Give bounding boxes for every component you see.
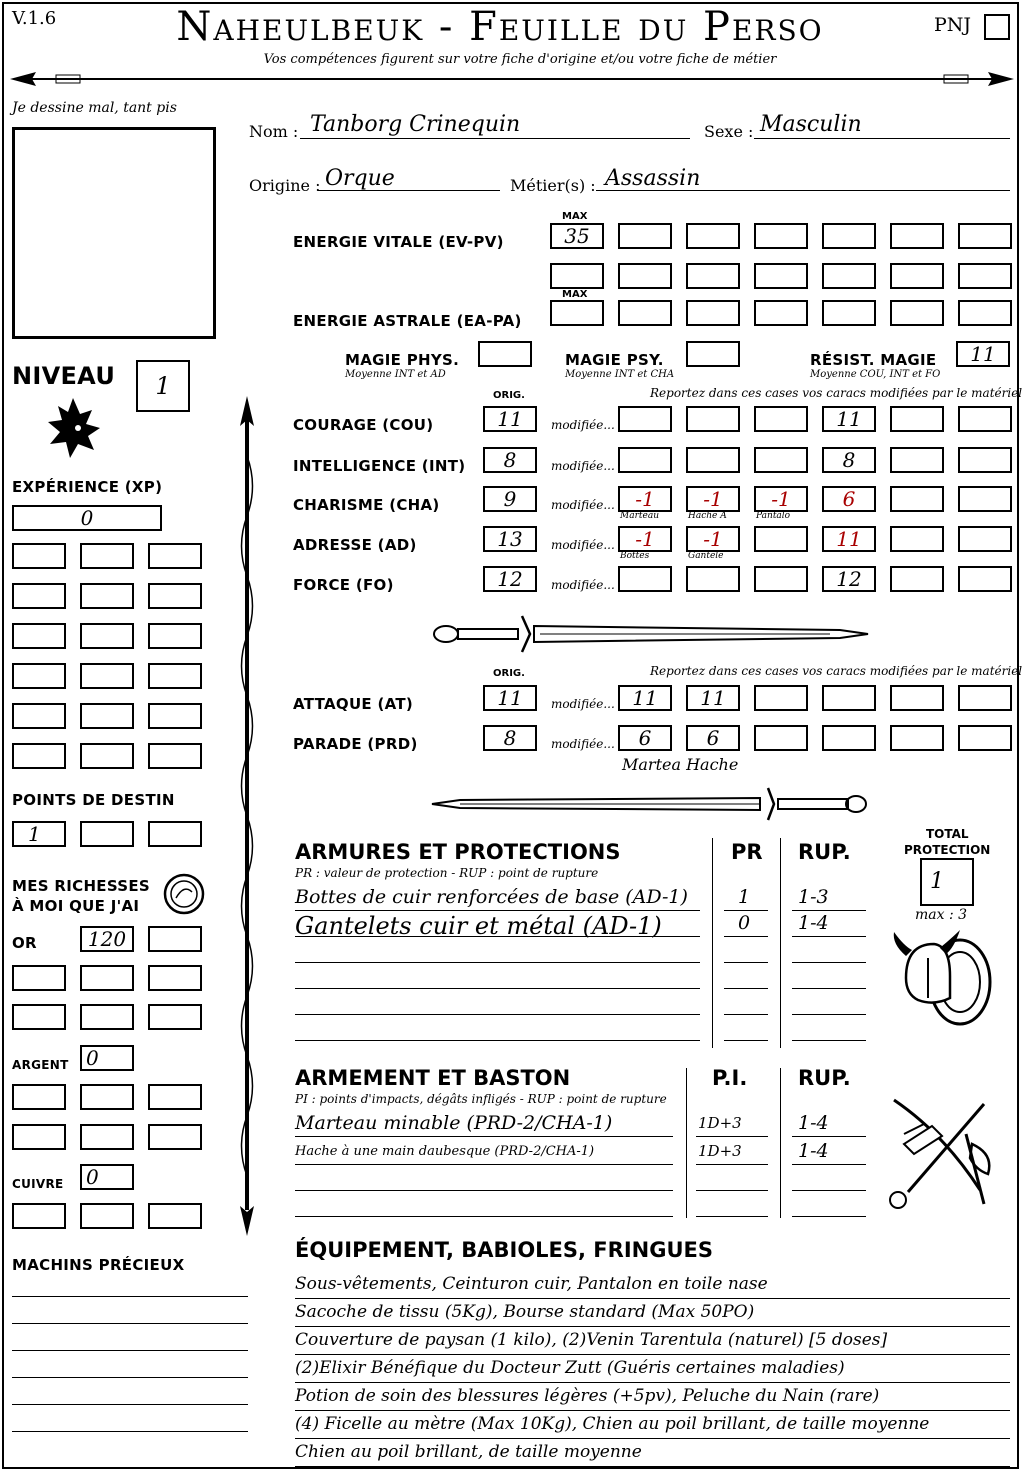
weapons-divider-2 [780, 1068, 781, 1218]
ev-box[interactable] [958, 223, 1012, 249]
machins-label: MACHINS PRÉCIEUX [12, 1256, 185, 1274]
machins-line[interactable] [12, 1377, 248, 1378]
or-label: OR [12, 934, 37, 952]
combat-mod-box[interactable]: 11 [618, 685, 672, 711]
magie-psy-sub: Moyenne INT et CHA [565, 369, 675, 380]
xp-box[interactable] [148, 623, 202, 649]
or-box-6[interactable] [12, 1004, 66, 1030]
carac-mod-box[interactable] [890, 486, 944, 512]
nom-label: Nom : [249, 122, 299, 141]
carac-label: INTELLIGENCE (INT) [293, 457, 466, 475]
combat-orig-box[interactable]: 8 [483, 725, 537, 751]
metier-line [596, 190, 1010, 191]
weapons-title: ARMEMENT ET BASTON [295, 1066, 571, 1090]
sexe-label: Sexe : [704, 122, 754, 141]
armor-divider-1 [712, 838, 713, 1048]
carac-modif-label: modifiée... [551, 538, 615, 552]
cuivre-box[interactable]: 0 [80, 1164, 134, 1190]
carac-mod-box[interactable]: -1 [618, 526, 672, 552]
carac-orig-box[interactable]: 8 [483, 447, 537, 473]
or-box-5[interactable] [148, 965, 202, 991]
armor-rup-line [792, 936, 866, 937]
armor-pr-line [724, 936, 768, 937]
dragon-icon [40, 392, 106, 464]
metier-value[interactable]: Assassin [605, 166, 701, 191]
equipment-line[interactable]: Couverture de paysan (1 kilo), (2)Venin Tarentula (naturel) [5 doses] [295, 1330, 888, 1350]
total-protection-label-2: PROTECTION [904, 843, 991, 857]
total-protection-box[interactable]: 1 [920, 858, 974, 906]
sword-2-icon [430, 784, 870, 824]
combat-report-note: Reportez dans ces cases vos caracs modifiées par le matériel [650, 664, 1023, 678]
page-title: Naheulbeuk - Feuille du Perso [176, 4, 824, 50]
combat-mod-box[interactable] [890, 685, 944, 711]
resist-magie-sub: Moyenne COU, INT et FO [810, 369, 941, 380]
carac-mod-box[interactable] [686, 566, 740, 592]
xp-box[interactable] [148, 743, 202, 769]
origine-label: Origine : [249, 176, 321, 195]
carac-mod-box[interactable] [618, 566, 672, 592]
armor-row-rup[interactable]: 1-4 [798, 912, 829, 934]
page-subtitle: Vos compétences figurent sur votre fiche d'origine et/ou votre fiche de métier [263, 52, 777, 67]
carac-mod-box[interactable]: 11 [822, 526, 876, 552]
ev-box[interactable] [618, 223, 672, 249]
carac-label: FORCE (FO) [293, 576, 394, 594]
or-box[interactable]: 120 [80, 926, 134, 952]
portrait-label: Je dessine mal, tant pis [12, 100, 177, 116]
magie-phys-box[interactable] [478, 341, 532, 367]
machins-line[interactable] [12, 1431, 248, 1432]
ev-box[interactable] [618, 263, 672, 289]
armor-rup-line [792, 988, 866, 989]
origine-value[interactable]: Orque [325, 166, 395, 191]
carac-modif-label: modifiée... [551, 459, 615, 473]
xp-box[interactable]: 0 [12, 505, 162, 531]
destin-box-3[interactable] [148, 821, 202, 847]
ea-box[interactable] [822, 300, 876, 326]
origine-line [318, 190, 500, 191]
argent-box-7[interactable] [148, 1124, 202, 1150]
machins-line[interactable] [12, 1323, 248, 1324]
ev-box[interactable] [822, 263, 876, 289]
carac-label: ADRESSE (AD) [293, 536, 417, 554]
ev-box[interactable] [550, 263, 604, 289]
armor-row-pr[interactable]: 1 [738, 886, 751, 908]
argent-box[interactable]: 0 [80, 1045, 134, 1071]
pnj-label: PNJ [934, 14, 972, 36]
machins-line[interactable] [12, 1296, 248, 1297]
weapon-rup-line [792, 1216, 866, 1217]
spear-divider-icon [10, 66, 1014, 92]
nom-line [300, 138, 690, 139]
carac-orig-label: ORIG. [493, 390, 525, 401]
magie-phys-label: MAGIE PHYS. [345, 351, 460, 369]
armor-row-line [295, 936, 700, 937]
ev-box[interactable] [890, 223, 944, 249]
combat-mod-box[interactable] [822, 725, 876, 751]
armor-rup-line [792, 910, 866, 911]
combat-mod-box[interactable] [958, 685, 1012, 711]
equipment-underline [295, 1438, 1010, 1439]
combat-modif-label: modifiée... [551, 697, 615, 711]
total-protection-max: max : 3 [915, 907, 968, 923]
combat-mod-box[interactable] [754, 685, 808, 711]
xp-box[interactable] [80, 743, 134, 769]
ea-label: ENERGIE ASTRALE (EA-PA) [293, 312, 522, 330]
equipment-underline [295, 1298, 1010, 1299]
combat-mod-box[interactable] [958, 725, 1012, 751]
or-box-3[interactable] [12, 965, 66, 991]
armor-title: ARMURES ET PROTECTIONS [295, 840, 621, 864]
carac-mod-box[interactable]: -1 [686, 486, 740, 512]
or-box-8[interactable] [148, 1004, 202, 1030]
carac-mod-box[interactable] [686, 447, 740, 473]
argent-box-6[interactable] [80, 1124, 134, 1150]
cuivre-label: CUIVRE [12, 1177, 64, 1191]
sexe-value[interactable]: Masculin [760, 112, 862, 137]
carac-orig-box[interactable]: 9 [483, 486, 537, 512]
weapon-pi-line [696, 1190, 768, 1191]
weapon-rup-line [792, 1190, 866, 1191]
carac-mod-box[interactable]: 12 [822, 566, 876, 592]
resist-magie-box[interactable]: 11 [956, 341, 1010, 367]
carac-label: COURAGE (COU) [293, 416, 434, 434]
armor-rup-header: RUP. [798, 840, 851, 864]
nom-value[interactable]: Tanborg Crinequin [310, 112, 521, 137]
carac-mod-box[interactable] [890, 566, 944, 592]
armor-pr-line [724, 1040, 768, 1041]
combat-label: PARADE (PRD) [293, 735, 418, 753]
armor-pr-line [724, 1014, 768, 1015]
carac-mod-box[interactable]: 6 [822, 486, 876, 512]
carac-mod-box[interactable] [890, 447, 944, 473]
armor-divider-2 [780, 838, 781, 1048]
ev-box[interactable] [754, 223, 808, 249]
xp-box[interactable] [148, 583, 202, 609]
armor-row-name[interactable]: Gantelets cuir et métal (AD-1) [295, 912, 662, 940]
equipment-underline [295, 1466, 1010, 1467]
metier-label: Métier(s) : [510, 176, 596, 195]
weapon-row-name[interactable]: Hache à une main daubesque (PRD-2/CHA-1) [295, 1144, 595, 1159]
equipment-underline [295, 1354, 1010, 1355]
argent-label: ARGENT [12, 1058, 69, 1072]
xp-box[interactable] [80, 583, 134, 609]
carac-mod-box[interactable] [754, 406, 808, 432]
armor-row-line [295, 1040, 700, 1041]
combat-under-note: Martea Hache [622, 755, 739, 774]
weapon-row-name[interactable]: Marteau minable (PRD-2/CHA-1) [295, 1112, 613, 1134]
carac-mod-box[interactable] [958, 406, 1012, 432]
xp-box[interactable] [80, 663, 134, 689]
carac-mod-note: Bottes [620, 551, 650, 561]
equipment-line[interactable]: Sacoche de tissu (5Kg), Bourse standard (Max 50PO) [295, 1302, 755, 1322]
ev-label: ENERGIE VITALE (EV-PV) [293, 233, 504, 251]
ea-box[interactable] [686, 300, 740, 326]
carac-modif-label: modifiée... [551, 418, 615, 432]
weapon-row-pi[interactable]: 1D+3 [698, 1114, 742, 1132]
armor-pr-line [724, 910, 768, 911]
carac-mod-box[interactable] [958, 566, 1012, 592]
equipment-line[interactable]: (2)Elixir Bénéfique du Docteur Zutt (Guéris certaines maladies) [295, 1358, 845, 1378]
weapons-rup-header: RUP. [798, 1066, 851, 1090]
ev-box[interactable] [754, 263, 808, 289]
combat-orig-label: ORIG. [493, 668, 525, 679]
xp-box[interactable] [148, 543, 202, 569]
xp-box[interactable] [80, 543, 134, 569]
combat-mod-box[interactable]: 6 [686, 725, 740, 751]
richesses-label-1: MES RICHESSES [12, 877, 151, 895]
xp-box[interactable] [148, 663, 202, 689]
destin-label: POINTS DE DESTIN [12, 791, 175, 809]
weapon-pi-line [696, 1164, 768, 1165]
armor-row-line [295, 962, 700, 963]
armor-rup-line [792, 1040, 866, 1041]
carac-mod-box[interactable]: -1 [754, 486, 808, 512]
niveau-box[interactable]: 1 [136, 360, 190, 412]
ev-box[interactable] [686, 263, 740, 289]
weapon-row-rup[interactable]: 1-4 [798, 1140, 829, 1162]
xp-box[interactable] [12, 663, 66, 689]
equipment-line[interactable]: Chien au poil brillant, de taille moyenne [295, 1442, 642, 1462]
carac-mod-box[interactable]: -1 [618, 486, 672, 512]
xp-box[interactable] [12, 543, 66, 569]
combat-mod-box[interactable]: 6 [618, 725, 672, 751]
carac-mod-box[interactable] [890, 526, 944, 552]
carac-mod-box[interactable] [618, 447, 672, 473]
armor-row-name[interactable]: Bottes de cuir renforcées de base (AD-1) [295, 886, 688, 908]
xp-box[interactable] [12, 743, 66, 769]
equipment-line[interactable]: Sous-vêtements, Ceinturon cuir, Pantalon en toile nase [295, 1274, 768, 1294]
destin-box-2[interactable] [80, 821, 134, 847]
xp-box[interactable] [12, 583, 66, 609]
ev-box[interactable] [822, 223, 876, 249]
cuivre-box-2[interactable] [12, 1203, 66, 1229]
or-box-2[interactable] [148, 926, 202, 952]
sexe-line [754, 138, 1010, 139]
or-box-4[interactable] [80, 965, 134, 991]
magie-psy-box[interactable] [686, 341, 740, 367]
ea-max-box[interactable] [550, 300, 604, 326]
carac-mod-box[interactable] [618, 406, 672, 432]
weapon-row-rup[interactable]: 1-4 [798, 1112, 829, 1134]
armor-row-rup[interactable]: 1-3 [798, 886, 829, 908]
carac-mod-note: Hache A [688, 511, 727, 521]
helmet-shield-icon [888, 928, 1000, 1032]
machins-line[interactable] [12, 1404, 248, 1405]
carac-mod-box[interactable] [686, 406, 740, 432]
equipment-line[interactable]: (4) Ficelle au mètre (Max 10Kg), Chien au poil brillant, de taille moyenne [295, 1414, 930, 1434]
carac-mod-box[interactable]: 8 [822, 447, 876, 473]
armor-subtitle: PR : valeur de protection - RUP : point de rupture [295, 866, 599, 880]
combat-modif-label: modifiée... [551, 737, 615, 751]
equipment-line[interactable]: Potion de soin des blessures légères (+5pv), Peluche du Nain (rare) [295, 1386, 880, 1406]
argent-box-5[interactable] [12, 1124, 66, 1150]
machins-line[interactable] [12, 1350, 248, 1351]
carac-orig-box[interactable]: 11 [483, 406, 537, 432]
ev-box[interactable] [686, 223, 740, 249]
equipment-underline [295, 1326, 1010, 1327]
cuivre-box-4[interactable] [148, 1203, 202, 1229]
armor-pr-header: PR [731, 840, 763, 864]
carac-mod-box[interactable] [958, 447, 1012, 473]
armor-pr-line [724, 988, 768, 989]
weapons-subtitle: PI : points d'impacts, dégâts infligés - RUP : point de rupture [295, 1092, 667, 1106]
armor-pr-line [724, 962, 768, 963]
sword-icon [430, 612, 870, 656]
weapon-pi-line [696, 1216, 768, 1217]
ea-max-label: MAX [562, 289, 588, 300]
xp-box[interactable] [12, 623, 66, 649]
xp-box[interactable] [80, 623, 134, 649]
carac-mod-box[interactable] [754, 447, 808, 473]
carac-modif-label: modifiée... [551, 498, 615, 512]
armor-row-line [295, 988, 700, 989]
ev-max-label: MAX [562, 211, 588, 222]
weapon-row-pi[interactable]: 1D+3 [698, 1142, 742, 1160]
magie-phys-sub: Moyenne INT et AD [345, 369, 446, 380]
carac-label: CHARISME (CHA) [293, 496, 440, 514]
xp-box[interactable] [80, 703, 134, 729]
cuivre-box-3[interactable] [80, 1203, 134, 1229]
vertical-spear-icon [232, 396, 262, 1236]
argent-box-3[interactable] [80, 1084, 134, 1110]
weapon-row-line [295, 1136, 673, 1137]
carac-mod-note: Gantele [688, 551, 724, 561]
total-protection-label-1: TOTAL [926, 827, 969, 841]
combat-label: ATTAQUE (AT) [293, 695, 414, 713]
carac-mod-box[interactable] [958, 526, 1012, 552]
xp-label: EXPÉRIENCE (XP) [12, 478, 163, 496]
carac-mod-box[interactable]: 11 [822, 406, 876, 432]
combat-mod-box[interactable] [822, 685, 876, 711]
carac-mod-box[interactable] [754, 566, 808, 592]
carac-modif-label: modifiée... [551, 578, 615, 592]
armor-row-line [295, 1014, 700, 1015]
armor-row-pr[interactable]: 0 [738, 912, 751, 934]
argent-box-4[interactable] [148, 1084, 202, 1110]
equipment-underline [295, 1382, 1010, 1383]
weapon-row-line [295, 1164, 673, 1165]
argent-box-2[interactable] [12, 1084, 66, 1110]
weapon-rup-line [792, 1164, 866, 1165]
ev-max-box[interactable]: 35 [550, 223, 604, 249]
weapons-icon [884, 1094, 1004, 1214]
magie-psy-label: MAGIE PSY. [565, 351, 664, 369]
version-label: V.1.6 [12, 8, 57, 29]
resist-magie-label: RÉSIST. MAGIE [810, 351, 937, 369]
or-box-7[interactable] [80, 1004, 134, 1030]
ea-box[interactable] [958, 300, 1012, 326]
combat-mod-box[interactable] [890, 725, 944, 751]
combat-mod-box[interactable]: 11 [686, 685, 740, 711]
weapon-row-line [295, 1190, 673, 1191]
ea-box[interactable] [890, 300, 944, 326]
xp-box[interactable] [12, 703, 66, 729]
richesses-label-2: À MOI QUE J'AI [12, 897, 140, 915]
carac-mod-note: Marteau [620, 511, 659, 521]
armor-rup-line [792, 962, 866, 963]
armor-rup-line [792, 1014, 866, 1015]
weapon-pi-line [696, 1136, 768, 1137]
pnj-checkbox[interactable] [984, 14, 1010, 40]
equipment-underline [295, 1410, 1010, 1411]
weapons-divider-1 [686, 1068, 687, 1218]
xp-box[interactable] [148, 703, 202, 729]
portrait-box[interactable] [12, 127, 216, 339]
niveau-label: NIVEAU [12, 362, 116, 390]
ev-box[interactable] [958, 263, 1012, 289]
carac-orig-box[interactable]: 12 [483, 566, 537, 592]
ev-box[interactable] [890, 263, 944, 289]
weapons-pi-header: P.I. [712, 1066, 748, 1090]
coin-icon [162, 872, 206, 916]
carac-mod-box[interactable] [890, 406, 944, 432]
carac-mod-box[interactable] [754, 526, 808, 552]
carac-mod-box[interactable]: -1 [686, 526, 740, 552]
ea-box[interactable] [754, 300, 808, 326]
carac-orig-box[interactable]: 13 [483, 526, 537, 552]
destin-box-1[interactable]: 1 [12, 821, 66, 847]
weapon-rup-line [792, 1136, 866, 1137]
carac-report-note: Reportez dans ces cases vos caracs modifiées par le matériel [650, 386, 1023, 400]
armor-row-line [295, 910, 700, 911]
ea-box[interactable] [618, 300, 672, 326]
combat-orig-box[interactable]: 11 [483, 685, 537, 711]
combat-mod-box[interactable] [754, 725, 808, 751]
weapon-row-line [295, 1216, 673, 1217]
carac-mod-box[interactable] [958, 486, 1012, 512]
equipment-title: ÉQUIPEMENT, BABIOLES, FRINGUES [295, 1238, 713, 1262]
carac-mod-note: Pantalo [756, 511, 791, 521]
